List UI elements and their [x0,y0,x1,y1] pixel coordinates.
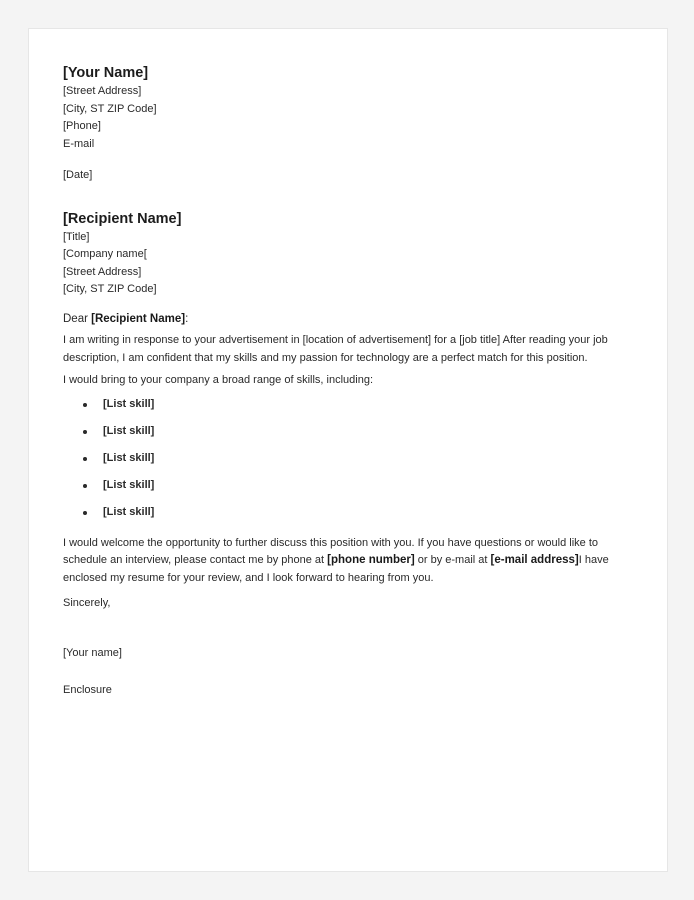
bullet-icon [83,511,87,515]
closing: Sincerely, [63,597,111,609]
recipient-title: [Title] [63,230,90,243]
salutation-prefix: Dear [63,312,92,325]
sender-phone: [Phone] [63,120,101,132]
skill-text: [List skill] [103,397,155,410]
sender-city: [City, ST ZIP Code] [63,102,157,115]
list-item [63,450,643,477]
list-item [63,477,643,504]
bullet-icon [83,484,87,488]
bullet-icon [83,457,87,461]
salutation-recipient: [Recipient Name] [91,312,186,325]
bullet-icon [83,403,87,407]
skills-list [63,396,643,531]
skill-text: [List skill] [103,505,155,518]
body-paragraph-1: I am writing in response to your advertisement in [location of advertisement] for a [job title] After reading your job description, I am confident that my skills and my passion for technology are a perfect match for this position. [63,334,608,364]
salutation-suffix: : [185,312,189,325]
skill-text: [List skill] [103,424,155,437]
phone-placeholder: [phone number] [327,554,415,566]
letter-date: [Date] [63,169,93,181]
letter-content [63,63,643,700]
sender-street: [Street Address] [63,85,142,97]
recipient-company: [Company name[ [63,248,147,260]
list-item [63,396,643,423]
p3-text-b: or by e-mail at [414,554,491,566]
sender-email: E-mail [63,137,95,150]
letter-page [28,28,668,872]
body-paragraph-2: I would bring to your company a broad range of skills, including: [63,374,374,386]
body-paragraph-3 [63,535,643,588]
signature-name: [Your name] [63,646,122,659]
skill-text: [List skill] [103,478,155,491]
list-item [63,423,643,450]
recipient-street: [Street Address] [63,265,142,278]
bullet-icon [83,430,87,434]
salutation [63,311,643,329]
sender-name: [Your Name] [63,65,149,81]
p3-text-a: I would welcome the opportunity to further discuss this position with you. If you have questions or would like to schedule an interview, please contact me by phone at [63,536,599,566]
recipient-name: [Recipient Name] [63,210,182,227]
p3-text-c: I have enclosed my resume for your review, and I look forward to hearing from you. [63,554,609,584]
list-item [63,504,643,531]
recipient-city: [City, ST ZIP Code] [63,283,157,295]
skill-text: [List skill] [103,451,155,464]
enclosure-note: Enclosure [63,684,112,696]
email-placeholder: [e-mail address] [490,554,579,566]
